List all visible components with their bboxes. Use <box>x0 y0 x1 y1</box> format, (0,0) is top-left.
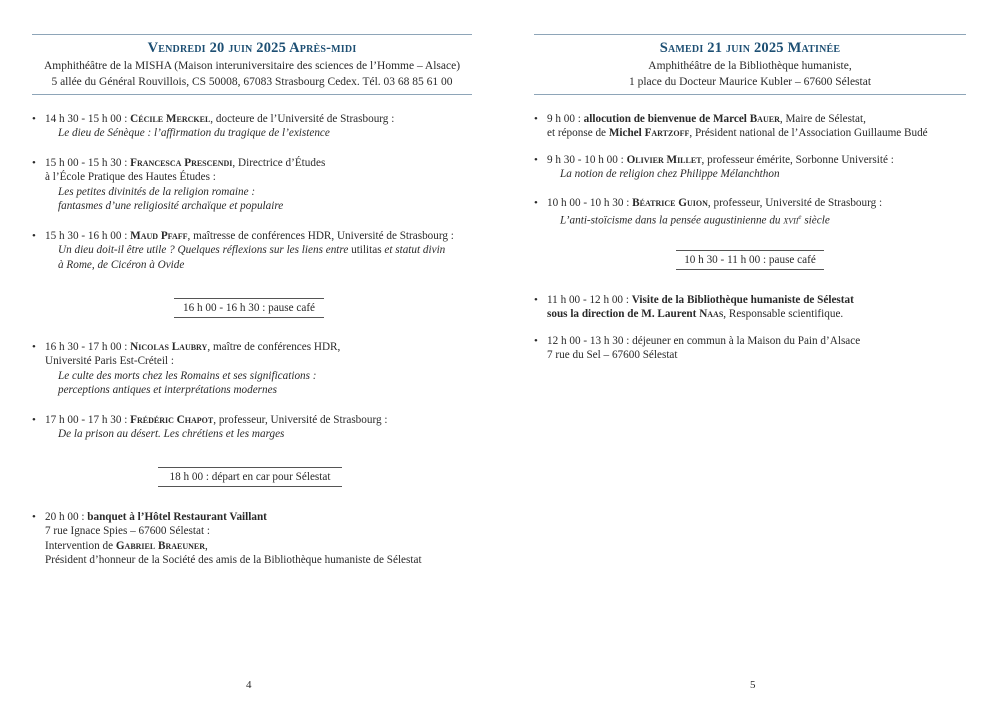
program-item: • 11 h 00 - 12 h 00 : Visite de la Bibliothèque humaniste de Sélestat sous la direction de M. Laurent Naas, Responsable scientifique. <box>534 294 854 321</box>
speaker-name: Olivier Millet <box>626 154 702 166</box>
speaker-name: Cécile Merckel <box>130 113 211 125</box>
left-venue-line-1: Amphithéâtre de la MISHA (Maison interuniversitaire des sciences de l’Homme – Alsace) <box>43 60 461 72</box>
page-number: 5 <box>750 679 756 691</box>
speaker-name: Nicolas Laubry <box>130 341 208 353</box>
right-venue-line-2: 1 place du Docteur Maurice Kubler – 67600 Sélestat <box>628 75 872 88</box>
left-page <box>32 0 472 708</box>
left-title: Vendredi 20 juin 2025 Après-midi <box>147 40 357 56</box>
speaker-name: Naas <box>699 308 724 321</box>
bullet-icon: • <box>32 113 36 125</box>
talk-title: De la prison au désert. Les chrétiens et les marges <box>58 428 285 441</box>
program-item: • 10 h 00 - 10 h 30 : Béatrice Guion, professeur, Université de Strasbourg : L’anti-stoïcisme dans la pensée augustinienne du xvii$^e$ siècle <box>534 196 966 229</box>
pause-cafe: 16 h 00 - 16 h 30 : pause café <box>174 298 324 318</box>
bullet-icon: • <box>32 341 36 353</box>
bullet-icon: • <box>534 154 538 166</box>
bullet-icon: • <box>32 511 36 523</box>
program-item: • 12 h 00 - 13 h 30 : déjeuner en commun à la Maison du Pain d’Alsace 7 rue du Sel – 67600 Sélestat <box>534 335 861 362</box>
speaker-name: Frédéric Chapot <box>130 414 214 426</box>
program-item: • 15 h 30 - 16 h 00 : Maud Pfaff, maîtresse de conférences HDR, Université de Strasbourg : Un dieu doit-il être utile ? Quelques réflexions sur les liens entre utilitas et statut divin à Rome, de Cicéron à Ovide <box>32 229 472 272</box>
program-item: • 9 h 00 : allocution de bienvenue de Marcel Bauer, Maire de Sélestat, et réponse de Michel Fartzoff, Président national de l’Association Guillaume Budé <box>534 113 928 140</box>
left-header <box>32 34 472 95</box>
speaker-name: Béatrice Guion <box>632 197 708 209</box>
page-number: 4 <box>246 679 252 691</box>
right-header <box>534 34 966 95</box>
talk-title: L’anti-stoïcisme dans la pensée augustinienne du xvii$^e$ siècle <box>560 213 830 228</box>
program-item: • 17 h 00 - 17 h 30 : Frédéric Chapot, professeur, Université de Strasbourg : De la prison au désert. Les chrétiens et les marges <box>32 413 472 442</box>
talk-title: Un dieu doit-il être utile ? Quelques réflexions sur les liens entre utilitas et statut divin <box>58 244 446 257</box>
program-item: • 14 h 30 - 15 h 00 : Cécile Merckel, docteure de l’Université de Strasbourg : Le dieu de Sénèque : l’affirmation du tragique de l’existence <box>32 112 472 141</box>
right-title: Samedi 21 juin 2025 Matinée <box>659 40 841 56</box>
speaker-name: Bauer <box>749 113 780 125</box>
program-item: • 15 h 00 - 15 h 30 : Francesca Prescendi, Directrice d’Études à l’École Pratique des Hautes Études : Les petites divinités de la religion romaine : fantasmes d’une religiosité archaïque et populaire <box>32 156 472 214</box>
bullet-icon: • <box>32 157 36 169</box>
bullet-icon: • <box>534 335 538 347</box>
talk-title: Le culte des morts chez les Romains et ses significations : <box>58 369 317 382</box>
speaker-name: Francesca Prescendi <box>130 157 233 169</box>
speaker-name: Maud Pfaff <box>130 230 188 242</box>
program-item: • 16 h 30 - 17 h 00 : Nicolas Laubry, maître de conférences HDR, Université Paris Est-Créteil : Le culte des morts chez les Romains et ses significations : perceptions antiques et interprétations modernes <box>32 340 472 398</box>
bullet-icon: • <box>534 294 538 306</box>
right-venue-line-1: Amphithéâtre de la Bibliothèque humaniste, <box>648 60 852 72</box>
bullet-icon: • <box>32 414 36 426</box>
speaker-name: Fartzoff <box>644 127 690 140</box>
speaker-name: Gabriel Braeuner <box>115 539 206 552</box>
bullet-icon: • <box>534 197 538 209</box>
talk-title: Les petites divinités de la religion romaine : <box>58 185 256 198</box>
bullet-icon: • <box>534 113 538 125</box>
program-item: • 20 h 00 : banquet à l’Hôtel Restaurant Vaillant 7 rue Ignace Spies – 67600 Sélestat : Intervention de Gabriel Braeuner, Président d’honneur de la Société des amis de la Bibliothèque humaniste de Sélestat <box>32 511 422 567</box>
departure-note: 18 h 00 : départ en car pour Sélestat <box>158 467 342 487</box>
talk-title: La notion de religion chez Philippe Mélanchthon <box>560 168 780 181</box>
left-venue-line-2: 5 allée du Général Rouvillois, CS 50008, 67083 Strasbourg Cedex. Tél. 03 68 85 61 00 <box>51 75 453 88</box>
bullet-icon: • <box>32 230 36 242</box>
talk-title: Le dieu de Sénèque : l’affirmation du tragique de l’existence <box>58 127 330 140</box>
right-page <box>534 0 966 708</box>
program-item: • 9 h 30 - 10 h 00 : Olivier Millet, professeur émérite, Sorbonne Université : La notion de religion chez Philippe Mélanchthon <box>534 153 966 182</box>
pause-cafe: 10 h 30 - 11 h 00 : pause café <box>676 250 824 270</box>
